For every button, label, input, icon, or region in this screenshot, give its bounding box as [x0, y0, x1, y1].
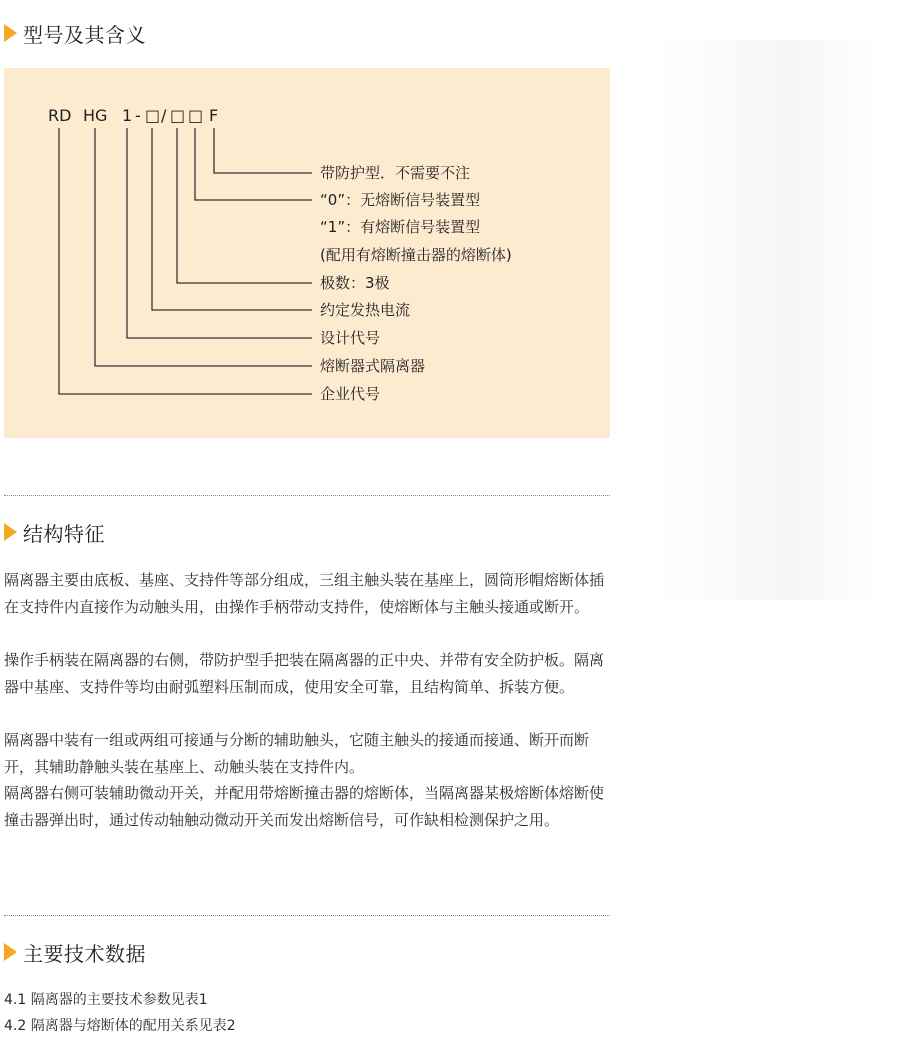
leader-line-box2 — [177, 128, 312, 283]
leader-line-box3 — [195, 128, 312, 200]
label-company-code: 企业代号 — [320, 385, 381, 403]
label-striker-note: (配用有熔断撞击器的熔断体) — [320, 246, 512, 264]
label-with-signal: “1”：有熔断信号装置型 — [320, 218, 481, 236]
section-heading-tech — [4, 937, 146, 967]
label-no-signal: “0”：无熔断信号装置型 — [320, 191, 481, 209]
code-box3: □ — [188, 106, 204, 125]
structure-paragraph: 操作手柄装在隔离器的右侧，带防护型手把装在隔离器的正中央、并带有安全防护板。隔离器中基座、支持件等均由耐弧塑料压制而成，使用安全可靠，且结构简单、拆装方便。 — [4, 651, 605, 696]
tech-item: 4.2 隔离器与熔断体的配用关系见表2 — [4, 1018, 236, 1034]
code-f: F — [209, 106, 219, 125]
section-title: 主要技术数据 — [23, 941, 146, 966]
section-title: 结构特征 — [23, 521, 105, 546]
model-designation-diagram — [4, 68, 610, 438]
decorative-side-panel — [660, 40, 880, 600]
code-slash: / — [161, 106, 167, 125]
leader-line-f — [214, 128, 312, 173]
label-design-code: 设计代号 — [320, 329, 381, 347]
leader-line-1 — [127, 128, 312, 338]
divider — [4, 495, 610, 496]
code-rd: RD — [48, 106, 72, 125]
label-poles: 极数：3极 — [320, 274, 390, 292]
code-box2: □ — [170, 106, 186, 125]
section-heading-structure — [4, 517, 105, 547]
triangle-bullet-icon — [4, 523, 17, 541]
label-fuse-switch: 熔断器式隔离器 — [320, 357, 426, 375]
tech-item: 4.1 隔离器的主要技术参数见表1 — [4, 992, 208, 1008]
structure-paragraph: 隔离器右侧可装辅助微动开关，并配用带熔断撞击器的熔断体，当隔离器某极熔断体熔断使撞击器弹出时，通过传动轴触动微动开关而发出熔断信号，可作缺相检测保护之用。 — [4, 784, 605, 829]
divider — [4, 915, 610, 916]
code-hg: HG — [83, 106, 108, 125]
label-thermal-current: 约定发热电流 — [320, 301, 411, 319]
structure-paragraph: 隔离器中装有一组或两组可接通与分断的辅助触头，它随主触头的接通而接通、断开而断开，其辅助静触头装在基座上、动触头装在支持件内。 — [4, 731, 590, 776]
leader-line-rd — [59, 128, 312, 394]
triangle-bullet-icon — [4, 943, 17, 961]
section-title: 型号及其含义 — [23, 22, 146, 47]
code-1: 1 — [122, 106, 133, 125]
structure-paragraph: 隔离器主要由底板、基座、支持件等部分组成，三组主触头装在基座上，圆筒形帽熔断体插在支持件内直接作为动触头用，由操作手柄带动支持件，使熔断体与主触头接通或断开。 — [4, 571, 605, 616]
label-protection-type: 带防护型．不需要不注 — [320, 164, 471, 182]
code-dash: - — [135, 106, 141, 125]
triangle-bullet-icon — [4, 24, 17, 42]
code-box1: □ — [145, 106, 161, 125]
section-heading-model — [4, 18, 146, 48]
